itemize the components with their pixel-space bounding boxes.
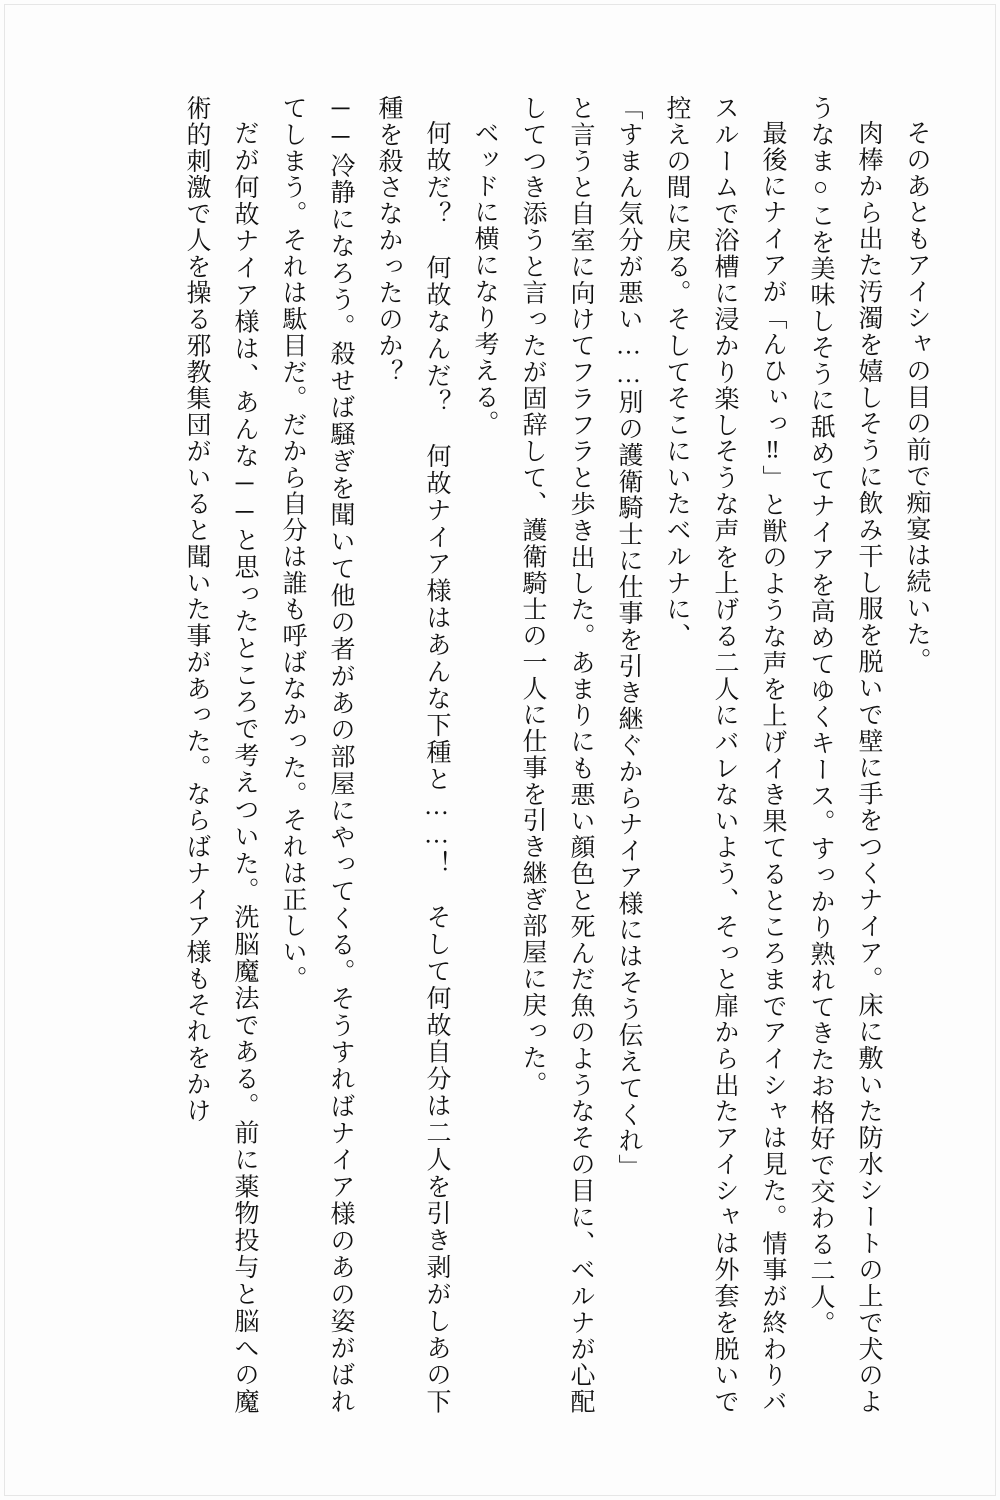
paragraph-dialogue: 「すまん気分が悪い……別の護衛騎士に仕事を引き継ぐからナイア様にはそう伝えてくれ」 — [615, 95, 642, 1181]
paragraph: 何故だ？ 何故なんだ？ 何故ナイア様はあんな下種と……！ そして何故自分は二人を引き剥がしあの下種を殺さなかったのか？ — [375, 95, 450, 1415]
paragraph: だが何故ナイア様は、あんな──と思ったところで考えついた。洗脳魔法である。前に薬物投与と脳への魔術的刺激で人を操る邪教集団がいると聞いた事があった。ならばナイア様もそれをかけ — [183, 95, 258, 1415]
paragraph: と言うと自室に向けてフラフラと歩き出した。あまりにも悪い顔色と死んだ魚のようなその目に、ベルナが心配してつき添うと言ったが固辞して、護衛騎士の一人に仕事を引き継ぎ部屋に戻った。 — [519, 95, 594, 1416]
novel-body-text — [60, 95, 940, 1415]
paragraph: 最後にナイアが「んひぃっ‼」と獣のような声を上げイき果てるところまでアイシャは見た。情事が終わりバスルームで浴槽に浸かり楽しそうな声を上げる二人にバレないよう、そっと扉から出たアイシャは外套を脱いで控えの間に戻る。そしてそこにいたベルナに、 — [663, 95, 786, 1416]
paragraph: ──冷静になろう。殺せば騒ぎを聞いて他の者があの部屋にやってくる。そうすればナイア様のあの姿がばれてしまう。それは駄目だ。だから自分は誰も呼ばなかった。それは正しい。 — [279, 95, 354, 1415]
paragraph: そのあともアイシャの目の前で痴宴は続いた。 — [903, 120, 930, 674]
paragraph: ベッドに横になり考える。 — [471, 120, 498, 437]
paragraph: 肉棒から出た汚濁を嬉しそうに飲み干し服を脱いで壁に手をつくナイア。床に敷いた防水シートの上で犬のようなま○こを美味しそうに舐めてナイアを高めてゆくキース。すっかり熟れてきたお格好で交わる二人。 — [807, 95, 882, 1415]
